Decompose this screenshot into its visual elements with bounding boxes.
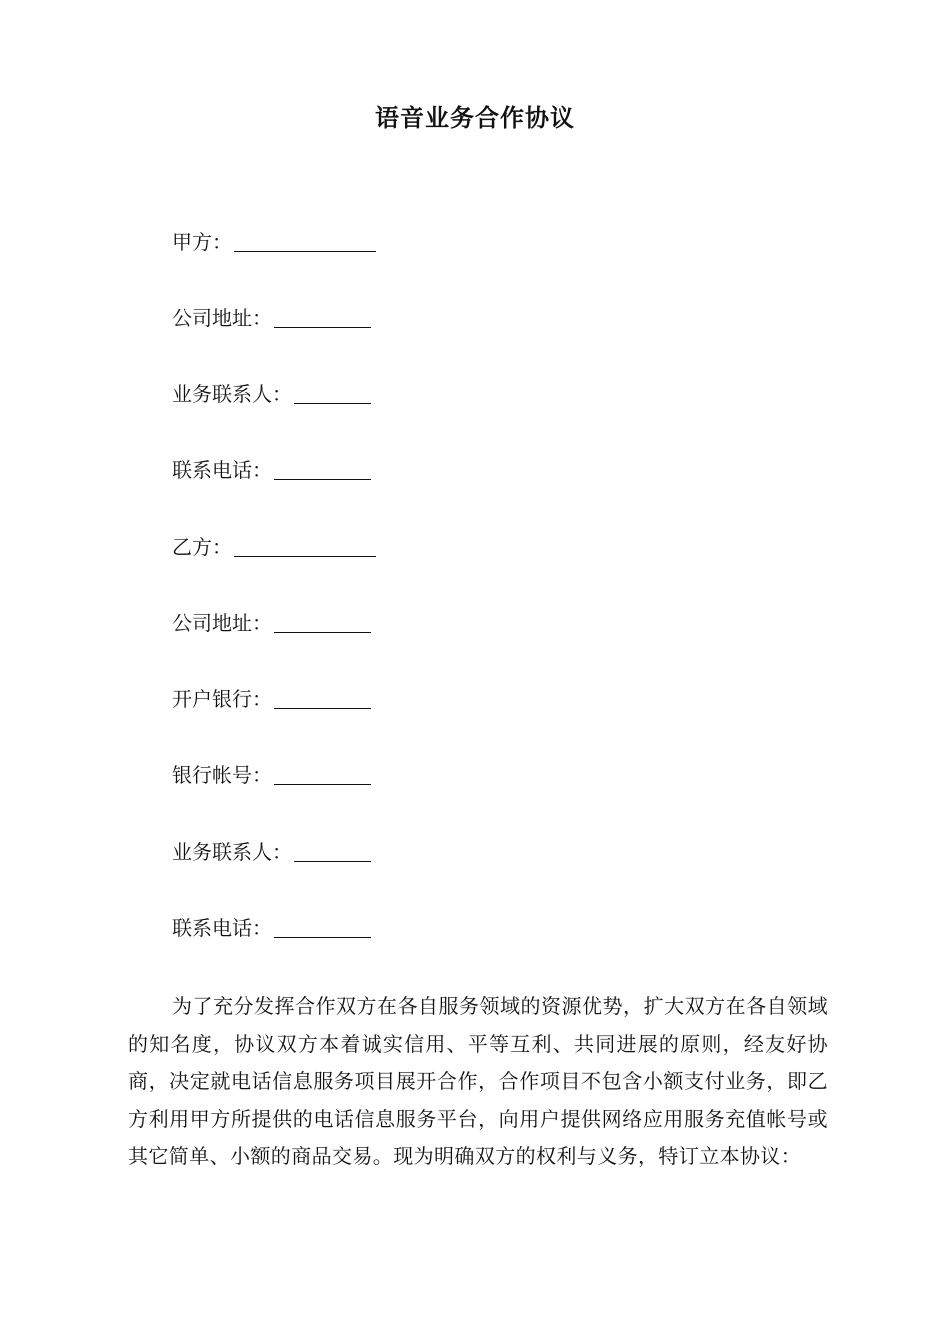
party-b-account-field: [172, 759, 371, 789]
party-b-contact-label: 业务联系人：: [172, 840, 292, 864]
party-b-address-label: 公司地址：: [172, 611, 272, 635]
party-b-phone-blank: [274, 917, 371, 938]
party-a-contact-field: [172, 378, 371, 408]
party-a-label: 甲方：: [172, 230, 232, 254]
intro-paragraph: 为了充分发挥合作双方在各自服务领域的资源优势，扩大双方在各自领域的知名度，协议双方本着诚实信用、平等互利、共同进展的原则，经友好协商，决定就电话信息服务项目展开合作，合作项目不包含小额支付业务，即乙方利用甲方所提供的电话信息服务平台，向用户提供网络应用服务充值帐号或其它简单、小额的商品交易。现为明确双方的权利与义务，特订立本协议：: [128, 994, 828, 1168]
party-b-address-blank: [274, 612, 371, 633]
party-a-phone-field: [172, 454, 371, 484]
party-a-contact-label: 业务联系人：: [172, 382, 292, 406]
party-a-address-label: 公司地址：: [172, 306, 272, 330]
party-b-account-blank: [274, 764, 371, 785]
document-title: 语音业务合作协议: [375, 104, 575, 132]
party-a-phone-label: 联系电话：: [172, 458, 272, 482]
party-a-blank: [234, 231, 376, 252]
party-b-account-label: 银行帐号：: [172, 763, 272, 787]
party-a-phone-blank: [274, 459, 371, 480]
party-b-bank-field: [172, 683, 371, 713]
party-a-contact-blank: [294, 383, 371, 404]
party-b-label: 乙方：: [172, 535, 232, 559]
party-a-address-field: [172, 302, 371, 332]
party-a-field: [172, 226, 376, 256]
party-b-address-field: [172, 607, 371, 637]
party-b-contact-field: [172, 836, 371, 866]
party-b-bank-label: 开户银行：: [172, 687, 272, 711]
party-a-address-blank: [274, 307, 371, 328]
party-b-blank: [234, 536, 376, 557]
party-b-bank-blank: [274, 688, 371, 709]
party-b-phone-field: [172, 912, 371, 942]
party-b-phone-label: 联系电话：: [172, 916, 272, 940]
party-b-contact-blank: [294, 841, 371, 862]
party-b-field: [172, 531, 376, 561]
